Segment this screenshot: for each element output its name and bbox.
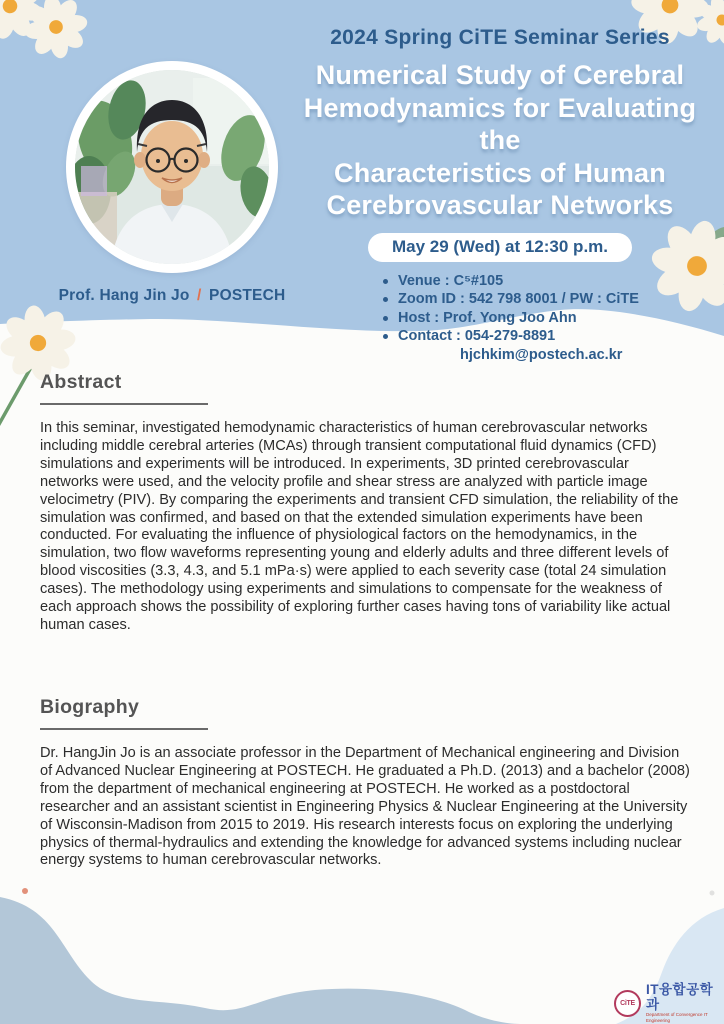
- biography-body: Dr. HangJin Jo is an associate professor in the Department of Mechanical engineering and Division of Advanced Nuclear Engineering at POSTECH. He graduated a Ph.D. (2013) and a bachelor (2008) from the department of mechanical engineering at POSTECH. He worked as a postdoctoral researcher and an assistant scientist in Engineering Physics & Nuclear Engineering at the University of Wisconsin-Madison from 2015 to 2019. His research interests focus on exploring the underlying physics of thermal-hydraulics and extending the knowledge for advanced systems including nuclear energy systems to human cerebrovascular networks.: [40, 745, 690, 869]
- detail-venue: Venue : C⁵#105: [383, 272, 718, 291]
- bullet-dot-icon: [383, 316, 388, 321]
- biography-section: [40, 696, 690, 870]
- abstract-body: In this seminar, investigated hemodynamic characteristics of human cerebrovascular networks including middle cerebral arteries (MCAs) through transient computational fluid dynamics (CFD) simulations and experiments will be introduced. In experiments, 3D printed cerebrovascular networks were used, and the velocity profile and shear stress are analyzed with particle image velocimetry (PIV). By comparing the experiments and transient CFD simulation, the reliability of the simulation was confirmed, and based on that the extended simulation experiments have been conducted. For evaluating the influence of physiological factors on the hemodynamics, in the simulation, two flow waveforms representing young and elderly adults and three different levels of blood viscosities (3.3, 4.3, and 5.1 mPa·s) were applied to each severity case (total 24 simulation cases). The methodology using experiments and simulations to compensate for the weakness of each approach shows the possibility of exploring further cases having tons of variability like actual human cases.: [40, 420, 679, 633]
- bullet-dot-icon: [383, 334, 388, 339]
- seminar-title-line: Numerical Study of Cerebral: [315, 60, 685, 90]
- decorative-dot: [22, 888, 28, 894]
- contact-email: hjchkim@postech.ac.kr: [460, 346, 623, 363]
- seminar-title-line: Characteristics of Human: [334, 157, 666, 188]
- abstract-heading: Abstract: [40, 371, 122, 393]
- biography-heading: Biography: [40, 696, 140, 718]
- detail-contact: Contact : 054-279-8891: [383, 327, 718, 346]
- event-details-list: [383, 272, 718, 346]
- speaker-photo: [75, 70, 269, 264]
- speaker-separator: /: [197, 287, 202, 304]
- abstract-section: [40, 371, 690, 635]
- cite-logo-icon: CiTE: [614, 990, 641, 1017]
- bottom-left-wave: [0, 897, 520, 1024]
- detail-host: Host : Prof. Yong Joo Ahn: [383, 309, 718, 328]
- decorative-dot: [710, 891, 715, 896]
- detail-zoom: Zoom ID : 542 798 8001 / PW : CiTE: [383, 290, 718, 309]
- speaker-name: Prof. Hang Jin Jo: [58, 287, 190, 304]
- seminar-title: [282, 59, 718, 222]
- speaker-photo-frame: [66, 61, 278, 273]
- department-logo: [614, 982, 724, 1024]
- speaker-affiliation: POSTECH: [209, 287, 286, 304]
- seminar-title-line: Cerebrovascular Networks: [326, 190, 674, 220]
- heading-underline: [40, 403, 208, 405]
- department-name: IT융합공학과: [646, 982, 714, 1012]
- hero-section: [282, 26, 718, 363]
- series-title: 2024 Spring CiTE Seminar Series: [330, 26, 670, 49]
- heading-underline: [40, 728, 208, 730]
- seminar-title-line: Hemodynamics for Evaluating the: [303, 92, 697, 155]
- datetime-badge: May 29 (Wed) at 12:30 p.m.: [368, 233, 632, 262]
- bullet-dot-icon: [383, 279, 388, 284]
- bullet-dot-icon: [383, 297, 388, 302]
- department-subtitle: Department of Convergence IT Engineering: [646, 1012, 708, 1023]
